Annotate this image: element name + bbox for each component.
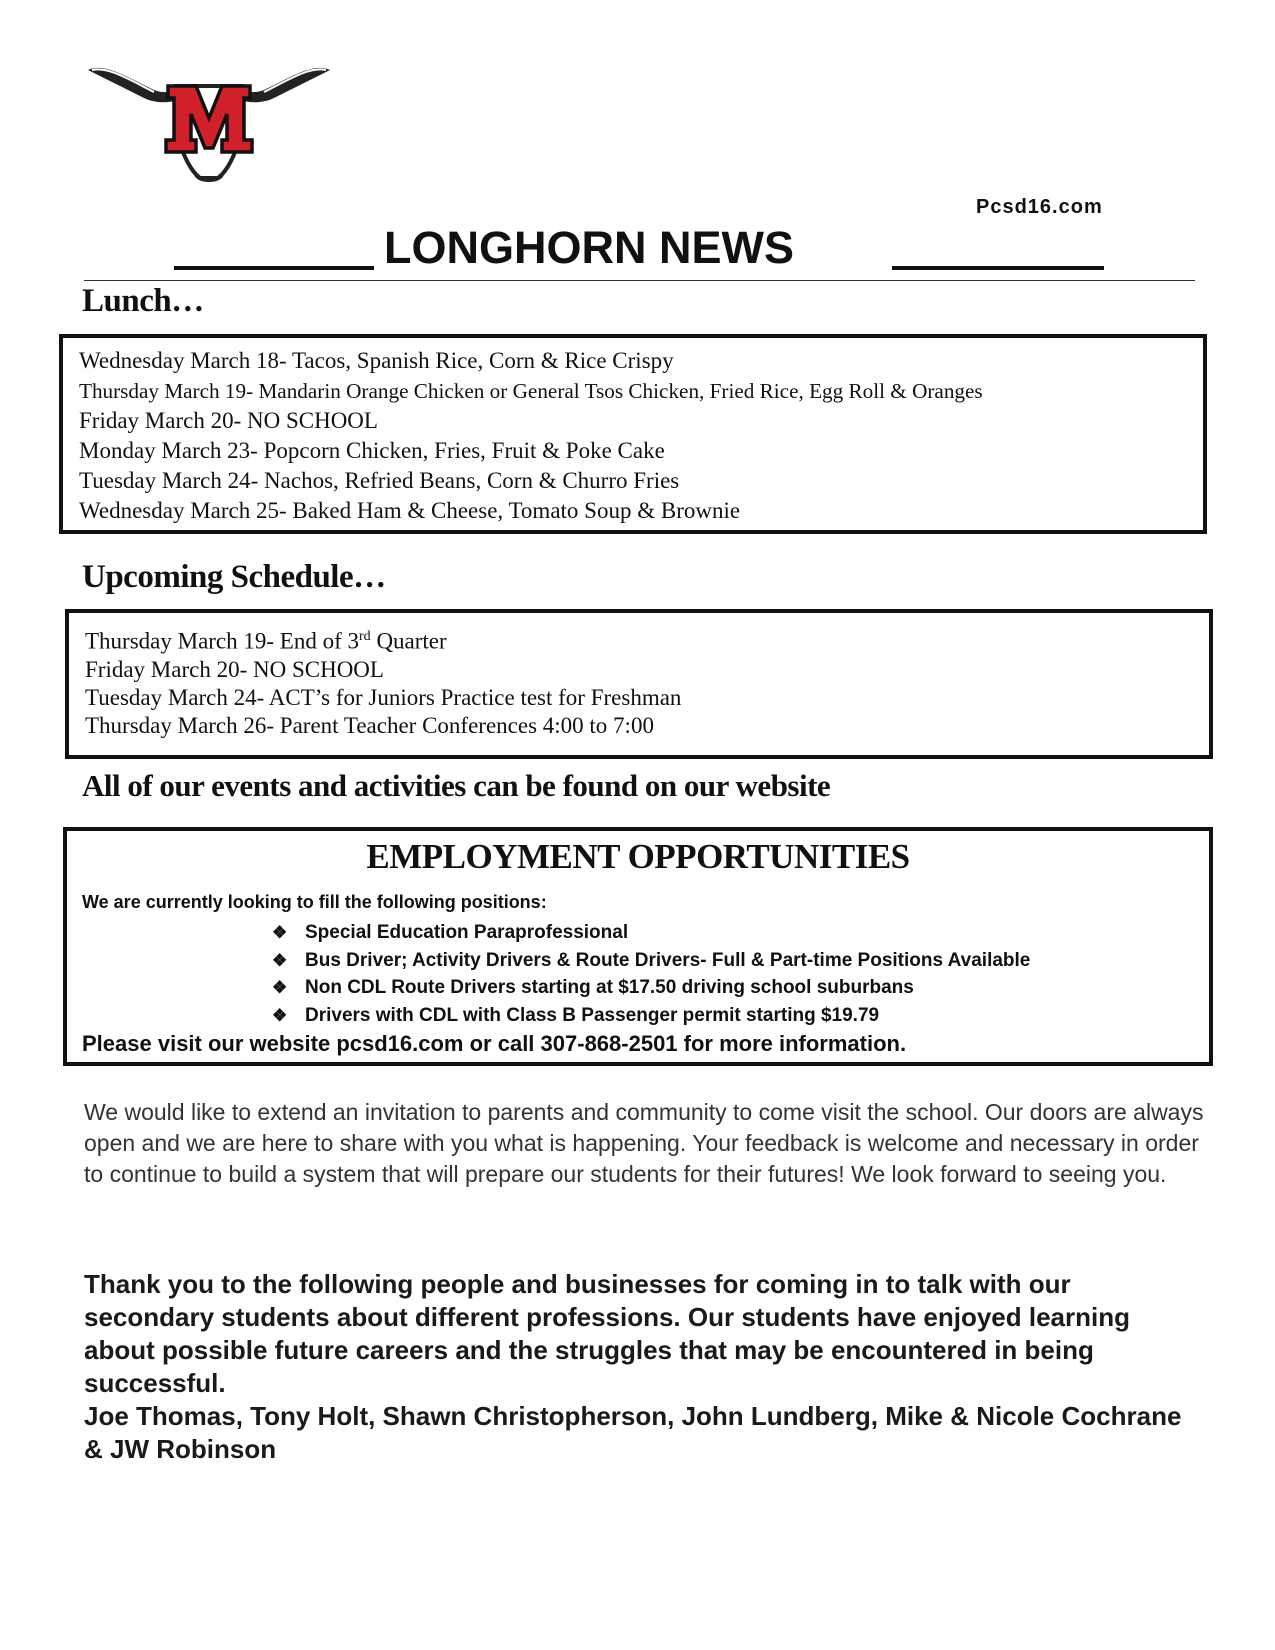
schedule-heading: Upcoming Schedule… (82, 559, 386, 595)
lunch-menu-box (59, 334, 1207, 534)
employment-contact: Please visit our website pcsd16.com or call 307-868-2501 for more information. (82, 1031, 907, 1056)
schedule-item: Thursday March 26- Parent Teacher Conferences 4:00 to 7:00 (85, 712, 654, 738)
list-item (272, 947, 1030, 975)
position-text: Non CDL Route Drivers starting at $17.50 driving school suburbans (305, 977, 914, 998)
bullet-icon: ❖ (272, 978, 288, 997)
lunch-item: Wednesday March 18- Tacos, Spanish Rice, Corn & Rice Crispy (79, 348, 674, 373)
position-text: Special Education Paraprofessional (305, 922, 629, 943)
position-text: Drivers with CDL with Class B Passenger permit starting $19.79 (305, 1004, 880, 1026)
schedule-item (85, 623, 1209, 656)
masthead-underline-right (892, 266, 1104, 270)
employment-intro: We are currently looking to fill the following positions: (82, 892, 547, 912)
lunch-item: Monday March 23- Popcorn Chicken, Fries, Fruit & Poke Cake (79, 438, 665, 463)
invitation-paragraph: We would like to extend an invitation to parents and community to come visit the school. Our doors are always open and we are here to share with you what is happening. Your feedback is welcome and necessary in order to continue to build a system that will prepare our students for their futures! We look forward to seeing you. (84, 1099, 1204, 1187)
website-note: All of our events and activities can be found on our website (82, 768, 831, 803)
thanks-names: Joe Thomas, Tony Holt, Shawn Christopherson, John Lundberg, Mike & Nicole Cochrane & JW Robinson (84, 1401, 1182, 1464)
employment-box (63, 827, 1213, 1066)
schedule-item-text: Thursday March 19- End of 3 (85, 628, 360, 654)
bullet-icon: ❖ (272, 923, 288, 942)
newsletter-title: LONGHORN NEWS (384, 222, 794, 273)
lunch-item: Friday March 20- NO SCHOOL (79, 408, 378, 433)
positions-list (272, 919, 1030, 1029)
employment-title: EMPLOYMENT OPPORTUNITIES (366, 837, 910, 876)
masthead-underline-left (174, 266, 374, 270)
website-label: Pcsd16.com (976, 196, 1103, 218)
schedule-box (65, 609, 1213, 759)
masthead (174, 222, 1104, 274)
schedule-item: Tuesday March 24- ACT’s for Juniors Practice test for Freshman (85, 684, 682, 710)
lunch-item: Tuesday March 24- Nachos, Refried Beans, Corn & Churro Fries (79, 468, 680, 493)
longhorn-logo (84, 56, 334, 196)
thanks-section (84, 1268, 1204, 1466)
header-rule (84, 280, 1195, 281)
lunch-heading: Lunch… (82, 283, 204, 319)
schedule-item-sup: rd (359, 629, 371, 644)
bullet-icon: ❖ (272, 950, 288, 970)
position-text: Bus Driver; Activity Drivers & Route Drivers- Full & Part-time Positions Available (305, 949, 1031, 971)
schedule-item-text: Quarter (370, 628, 447, 654)
lunch-item: Wednesday March 25- Baked Ham & Cheese, Tomato Soup & Brownie (79, 498, 741, 523)
schedule-item: Friday March 20- NO SCHOOL (85, 656, 384, 682)
svg-text:M: M (208, 135, 210, 137)
list-item (272, 974, 1030, 1002)
thanks-paragraph: Thank you to the following people and businesses for coming in to talk with our secondary students about different professions. Our students have enjoyed learning about possible future careers and the struggles that may be encountered in being successful. (84, 1269, 1130, 1398)
lunch-item: Thursday March 19- Mandarin Orange Chicken or General Tsos Chicken, Fried Rice, Egg Roll & Oranges (79, 379, 983, 403)
list-item (272, 919, 1030, 947)
bullet-icon: ❖ (272, 1005, 288, 1025)
list-item (272, 1002, 1030, 1030)
